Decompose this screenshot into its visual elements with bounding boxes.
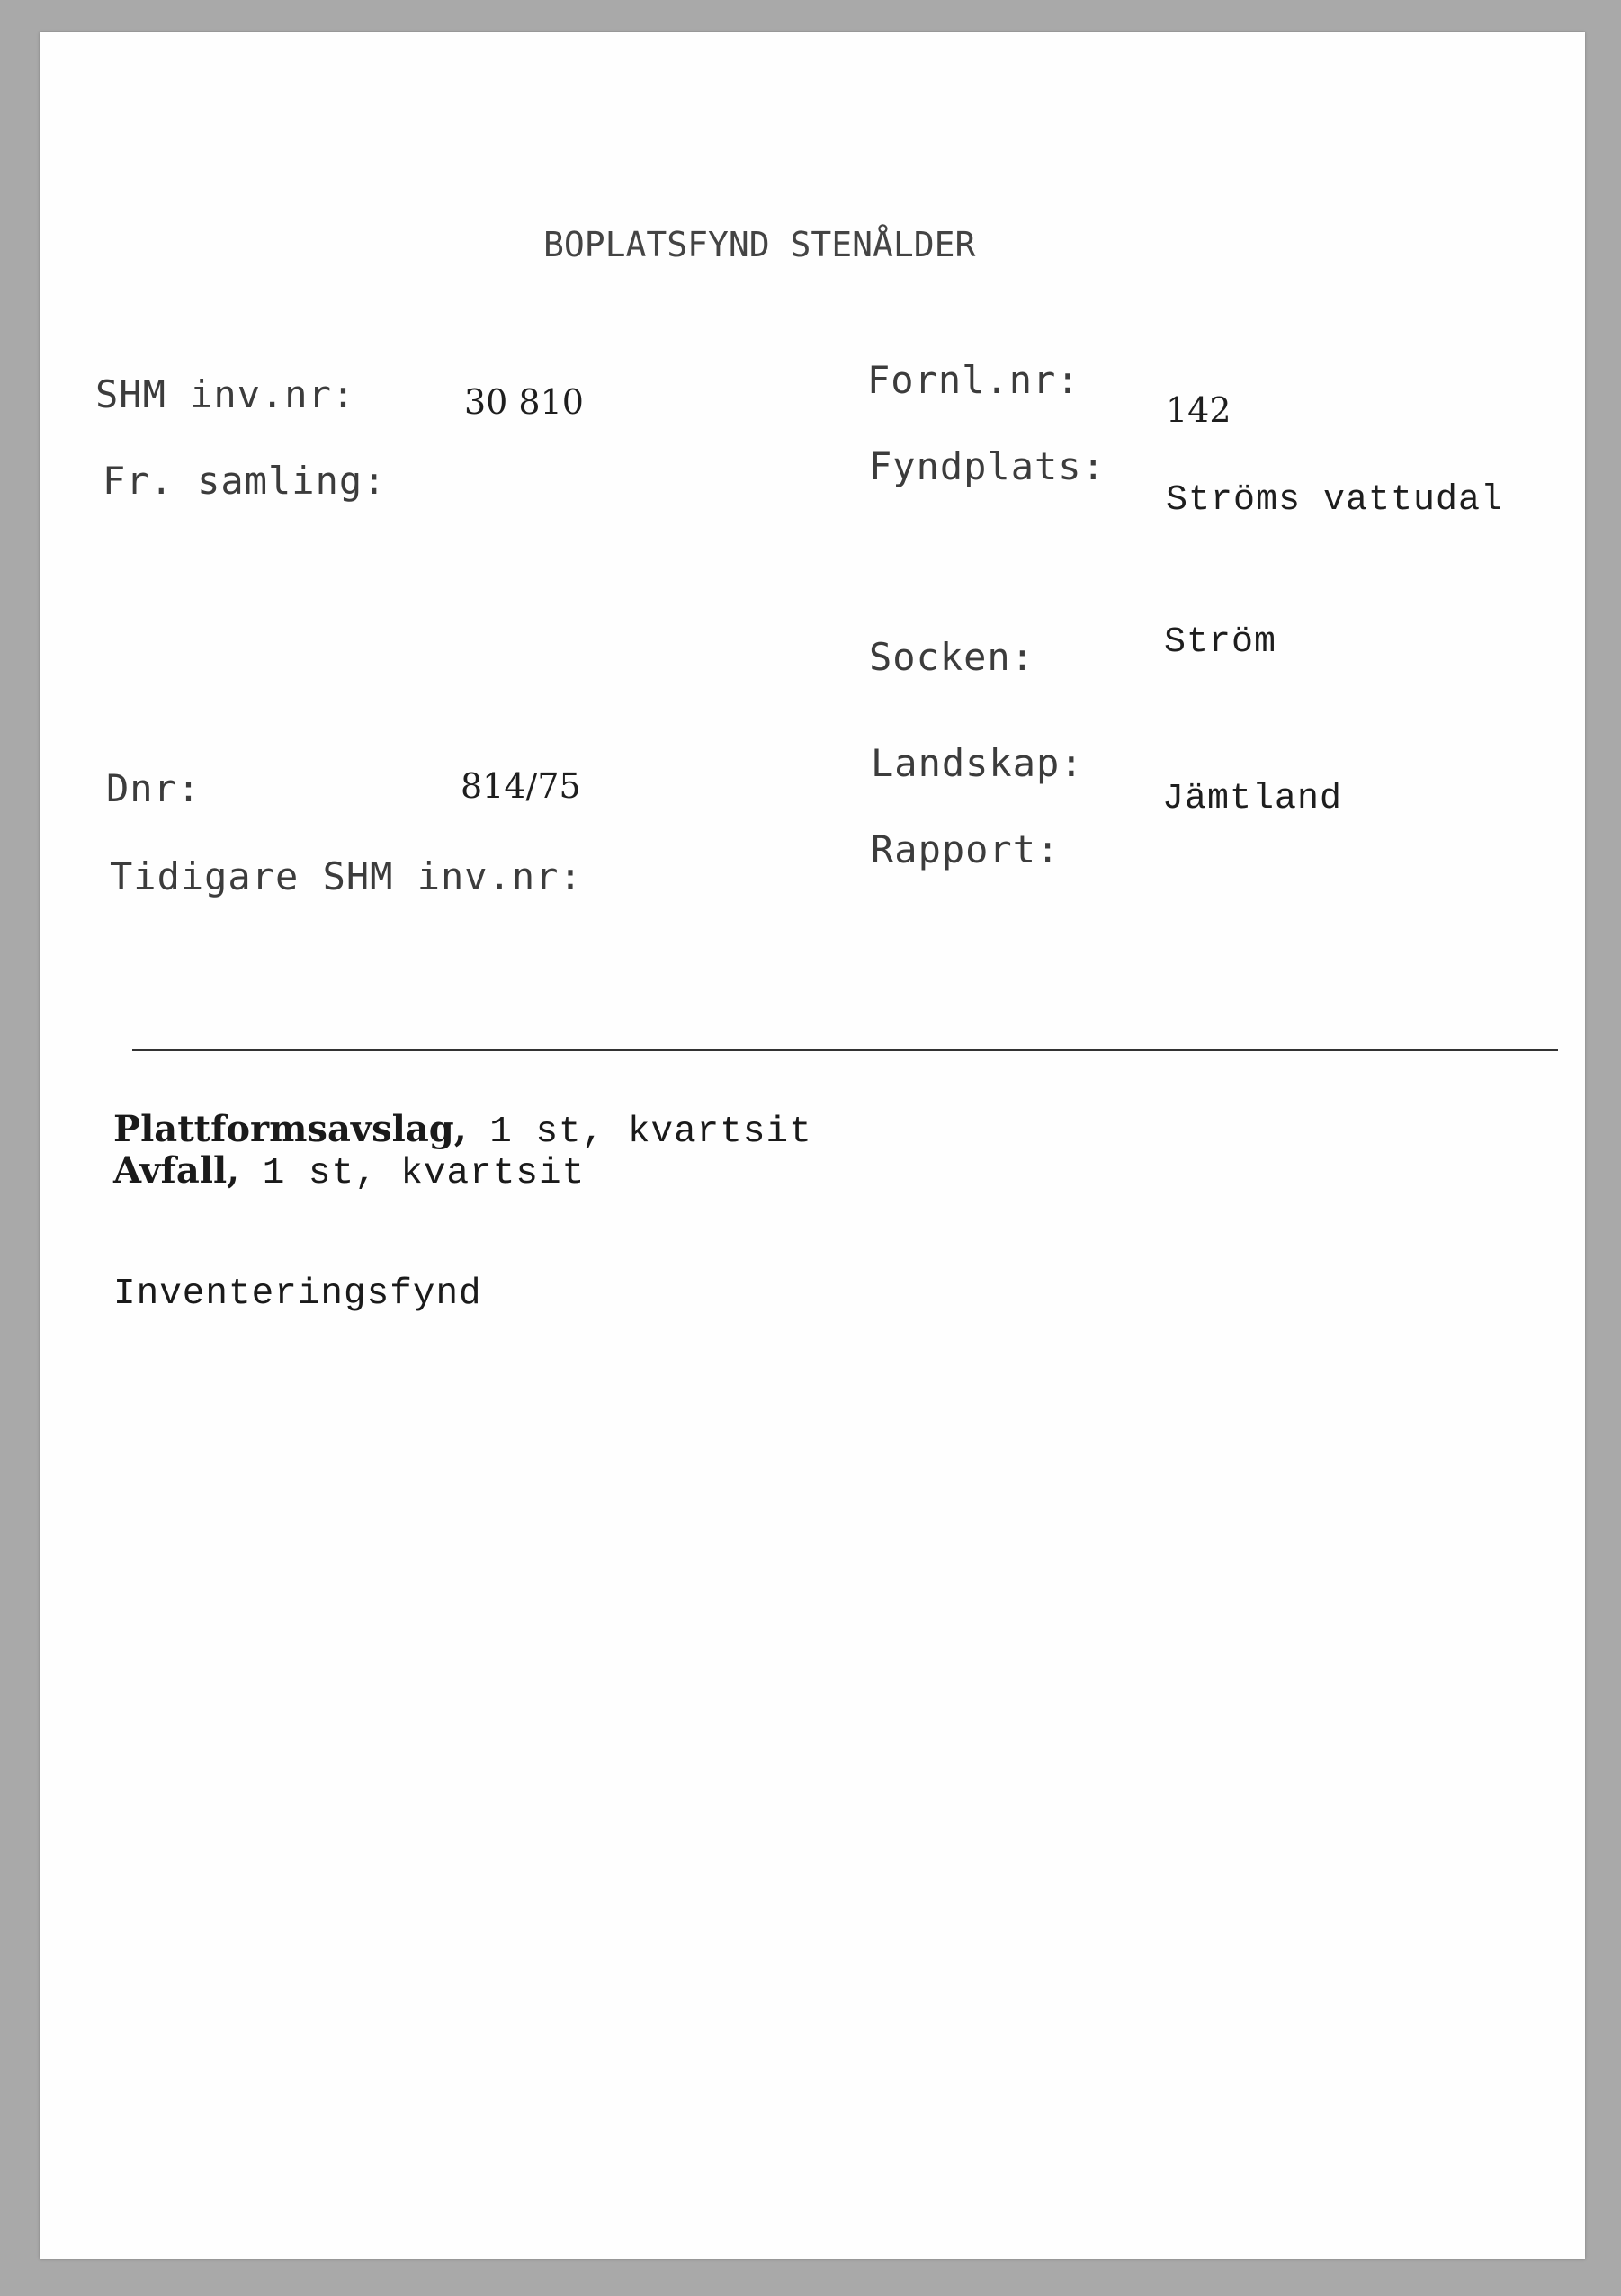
find-item [113, 1108, 812, 1153]
landskap-label: Landskap: [871, 741, 1084, 785]
find-term: Plattformsavslag, [113, 1108, 467, 1150]
rapport-label: Rapport: [871, 827, 1061, 871]
landskap-value: Jämtland [1162, 779, 1343, 819]
find-note: Inventeringsfynd [113, 1273, 482, 1315]
fyndplats-label: Fyndplats: [869, 444, 1106, 488]
find-item [113, 1149, 585, 1194]
socken-value: Ström [1164, 622, 1277, 663]
divider-line [132, 1049, 1558, 1051]
catalog-card [40, 32, 1585, 2259]
dnr-label: Dnr: [106, 766, 202, 810]
find-detail: 1 st, kvartsit [239, 1153, 586, 1194]
fornl-label: Fornl.nr: [867, 358, 1080, 402]
find-detail: 1 st, kvartsit [466, 1112, 812, 1153]
fornl-value: 142 [1166, 390, 1231, 430]
shm-inv-value: 30 810 [464, 382, 584, 422]
card-title: BOPLATSFYND STENÅLDER [543, 225, 976, 264]
fr-samling-label: Fr. samling: [103, 459, 387, 503]
shm-inv-label: SHM inv.nr: [95, 372, 356, 416]
tidigare-shm-label: Tidigare SHM inv.nr: [110, 854, 583, 898]
find-term: Avfall, [113, 1149, 240, 1192]
socken-label: Socken: [869, 635, 1035, 679]
dnr-value: 814/75 [461, 766, 581, 806]
fyndplats-value: Ströms vattudal [1166, 480, 1504, 521]
